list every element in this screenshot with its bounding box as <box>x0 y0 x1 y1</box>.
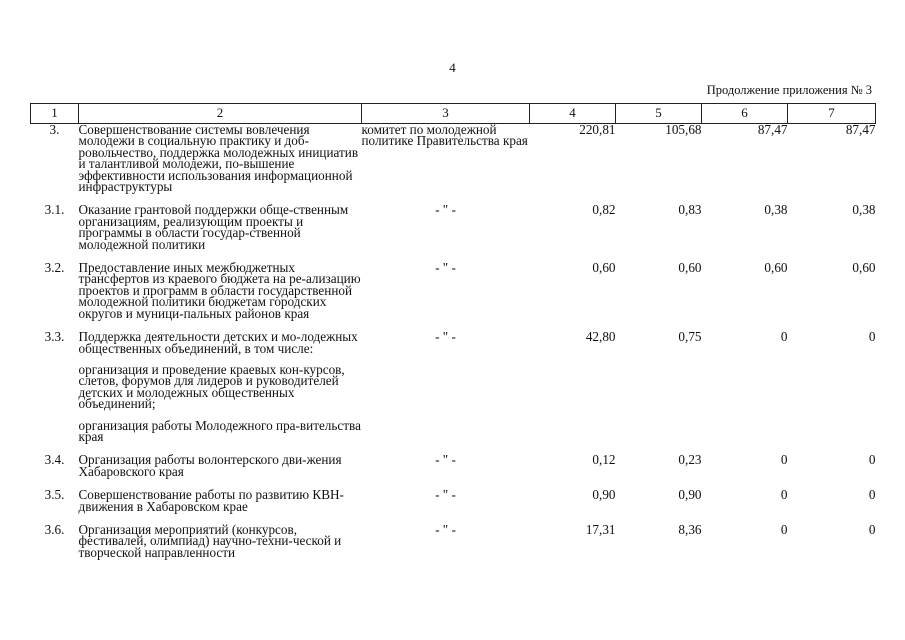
row-subitem: организация работы Молодежного пра-вительства края <box>78 417 361 444</box>
row-name: Организация мероприятий (конкурсов, фестивалей, олимпиад) научно-техни-ческой и творческой направленности <box>78 521 342 560</box>
row-value-col5: 105,68 <box>665 122 702 137</box>
row-value-col6: 0 <box>780 521 788 537</box>
row-value-col5: 8,36 <box>678 521 702 537</box>
row-value-col7: 0,38 <box>852 202 876 218</box>
row-responsible: - " - <box>435 202 456 218</box>
row-responsible: - " - <box>435 452 456 468</box>
row-value-col5: 0,75 <box>678 329 702 345</box>
column-header: 2 <box>79 104 362 124</box>
table-row <box>31 124 876 205</box>
continuation-label: Продолжение приложения № 3 <box>706 83 872 97</box>
row-value-col4: 0,60 <box>592 260 616 276</box>
row-value-col6: 0,60 <box>764 260 788 276</box>
table-row <box>31 454 876 489</box>
row-number: 3. <box>49 122 60 137</box>
row-value-col6: 0 <box>780 487 788 503</box>
row-value-col6: 0 <box>780 329 788 345</box>
row-value-col7: 0 <box>868 452 876 468</box>
table-row <box>31 262 876 331</box>
row-name-cell <box>79 454 362 489</box>
row-number: 3.5. <box>44 487 65 503</box>
row-name-cell <box>79 489 362 524</box>
row-value-col4: 0,90 <box>592 487 616 503</box>
row-value-col7: 87,47 <box>845 122 876 137</box>
row-value-col7: 0 <box>868 521 876 537</box>
row-name: Совершенствование системы вовлечения молодежи в социальную практику и доб-ровольчество, поддержка молодежных инициатив и талантливой молодежи, по-вышение эффективности использования информационной инфраструктуры <box>78 122 359 195</box>
row-responsible: - " - <box>435 487 456 503</box>
row-name-cell <box>79 331 362 454</box>
row-name: Организация работы волонтерского дви-жения Хабаровского края <box>78 452 342 479</box>
row-value-col7: 0 <box>868 487 876 503</box>
page-number: 4 <box>449 60 456 75</box>
table-row <box>31 204 876 262</box>
table-row <box>31 489 876 524</box>
column-header: 5 <box>616 104 702 124</box>
column-header: 4 <box>530 104 616 124</box>
table-row <box>31 331 876 454</box>
row-name: Совершенствование работы по развитию КВН-движения в Хабаровском крае <box>78 487 344 514</box>
column-header: 6 <box>702 104 788 124</box>
row-value-col5: 0,23 <box>678 452 702 468</box>
row-number: 3.3. <box>44 329 65 345</box>
row-value-col5: 0,83 <box>678 202 702 218</box>
row-value-col7: 0 <box>868 329 876 345</box>
row-name-cell <box>79 204 362 262</box>
row-responsible: - " - <box>435 329 456 345</box>
row-value-col6: 0 <box>780 452 788 468</box>
column-header: 3 <box>362 104 530 124</box>
row-name: Поддержка деятельности детских и мо-лодежных общественных объединений, в том числе: <box>78 329 358 356</box>
row-responsible: комитет по молодежной политике Правительства края <box>361 122 528 149</box>
row-value-col5: 0,60 <box>678 260 702 276</box>
table-body <box>31 124 876 571</box>
column-header: 1 <box>31 104 79 124</box>
row-number: 3.1. <box>44 202 65 218</box>
row-subitem: организация и проведение краевых кон-курсов, слетов, форумов для лидеров и руководителей детских и молодежных общественных объединений; <box>78 361 345 412</box>
row-value-col4: 220,81 <box>579 122 616 137</box>
row-value-col7: 0,60 <box>852 260 876 276</box>
row-name-cell <box>79 262 362 331</box>
row-responsible: - " - <box>435 521 456 537</box>
header-row <box>31 104 876 124</box>
appendix-table <box>30 103 876 570</box>
row-number: 3.6. <box>44 521 65 537</box>
row-number: 3.4. <box>44 452 65 468</box>
row-responsible: - " - <box>435 260 456 276</box>
row-name: Оказание грантовой поддержки обще-ственным организациям, реализующим проекты и программы в области государ-ственной молодежной политики <box>78 202 349 252</box>
row-name: Предоставление иных межбюджетных трансфертов из краевого бюджета на ре-ализацию проектов и программ в области государственной молодежной политики бюджетам городских округов и муници-пальных районов края <box>78 260 361 321</box>
table-row <box>31 524 876 570</box>
row-value-col6: 0,38 <box>764 202 788 218</box>
row-value-col4: 17,31 <box>585 521 616 537</box>
row-name-cell <box>78 521 362 570</box>
column-header: 7 <box>788 104 876 124</box>
row-value-col4: 0,12 <box>592 452 616 468</box>
row-value-col4: 42,80 <box>585 329 616 345</box>
row-name-cell <box>79 124 362 205</box>
row-value-col5: 0,90 <box>678 487 702 503</box>
row-value-col6: 87,47 <box>757 122 788 137</box>
row-number: 3.2. <box>44 260 65 276</box>
row-value-col4: 0,82 <box>592 202 616 218</box>
